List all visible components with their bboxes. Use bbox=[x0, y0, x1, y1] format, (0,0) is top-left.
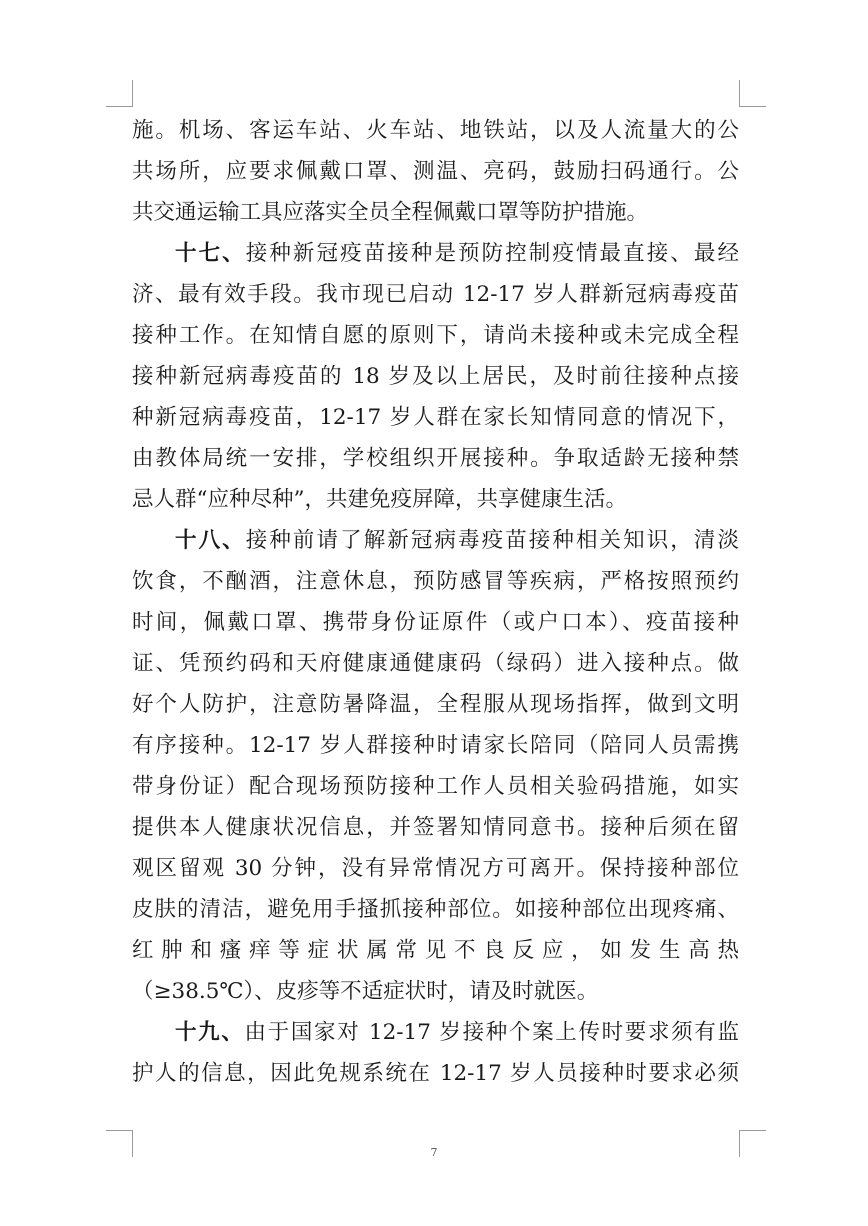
crop-mark-top-left bbox=[106, 80, 133, 107]
text-line: 饮食，不酗酒，注意休息，预防感冒等疾病，严格按照预约 bbox=[132, 569, 739, 594]
paragraph-first-line bbox=[132, 1012, 739, 1053]
page-number: 7 bbox=[430, 1146, 438, 1159]
text-line: 有序接种。12-17 岁人群接种时请家长陪同（陪同人员需携 bbox=[132, 733, 739, 758]
text-line: 由教体局统一安排，学校组织开展接种。争取适龄无接种禁 bbox=[132, 446, 739, 471]
document-body bbox=[132, 110, 739, 1094]
text-line: 皮肤的清洁，避免用手搔抓接种部位。如接种部位出现疼痛、 bbox=[132, 897, 739, 922]
text-span: 接种新冠疫苗接种是预防控制疫情最直接、最经 bbox=[245, 241, 739, 266]
text-line: 提供本人健康状况信息，并签署知情同意书。接种后须在留 bbox=[132, 815, 739, 840]
text-line: 忌人群“应种尽种”，共建免疫屏障，共享健康生活。 bbox=[132, 487, 627, 512]
crop-mark-top-right bbox=[739, 80, 766, 107]
text-line: 济、最有效手段。我市现已启动 12-17 岁人群新冠病毒疫苗 bbox=[132, 282, 739, 307]
text-line: 护人的信息，因此免规系统在 12-17 岁人员接种时要求必须 bbox=[132, 1061, 739, 1086]
text-line: 接种新冠病毒疫苗的 18 岁及以上居民，及时前往接种点接 bbox=[132, 364, 739, 389]
paragraph-first-line bbox=[132, 233, 739, 274]
paragraph-first-line bbox=[132, 520, 739, 561]
text-line: 时间，佩戴口罩、携带身份证原件（或户口本）、疫苗接种 bbox=[132, 610, 739, 635]
text-line: 好个人防护，注意防暑降温，全程服从现场指挥，做到文明 bbox=[132, 692, 739, 717]
text-line: 施。机场、客运车站、火车站、地铁站，以及人流量大的公 bbox=[132, 118, 739, 143]
text-line: 共交通运输工具应落实全员全程佩戴口罩等防护措施。 bbox=[132, 200, 649, 225]
text-line: 红肿和瘙痒等症状属常见不良反应，如发生高热 bbox=[132, 938, 739, 963]
text-line: 共场所，应要求佩戴口罩、测温、亮码，鼓励扫码通行。公 bbox=[132, 159, 739, 184]
text-span: 接种前请了解新冠病毒疫苗接种相关知识，清淡 bbox=[245, 528, 739, 553]
text-line: 观区留观 30 分钟，没有异常情况方可离开。保持接种部位 bbox=[132, 856, 739, 881]
text-line: 种新冠病毒疫苗，12-17 岁人群在家长知情同意的情况下， bbox=[132, 405, 739, 430]
text-line: 证、凭预约码和天府健康通健康码（绿码）进入接种点。做 bbox=[132, 651, 739, 676]
section-heading-18: 十八、 bbox=[175, 528, 246, 553]
text-line: 带身份证）配合现场预防接种工作人员相关验码措施，如实 bbox=[132, 774, 739, 799]
section-heading-17: 十七、 bbox=[175, 241, 246, 266]
section-heading-19: 十九、 bbox=[175, 1020, 245, 1045]
text-line: 接种工作。在知情自愿的原则下，请尚未接种或未完成全程 bbox=[132, 323, 739, 348]
text-line: （≥38.5℃）、皮疹等不适症状时，请及时就医。 bbox=[132, 979, 599, 1004]
text-span: 由于国家对 12-17 岁接种个案上传时要求须有监 bbox=[244, 1020, 739, 1045]
